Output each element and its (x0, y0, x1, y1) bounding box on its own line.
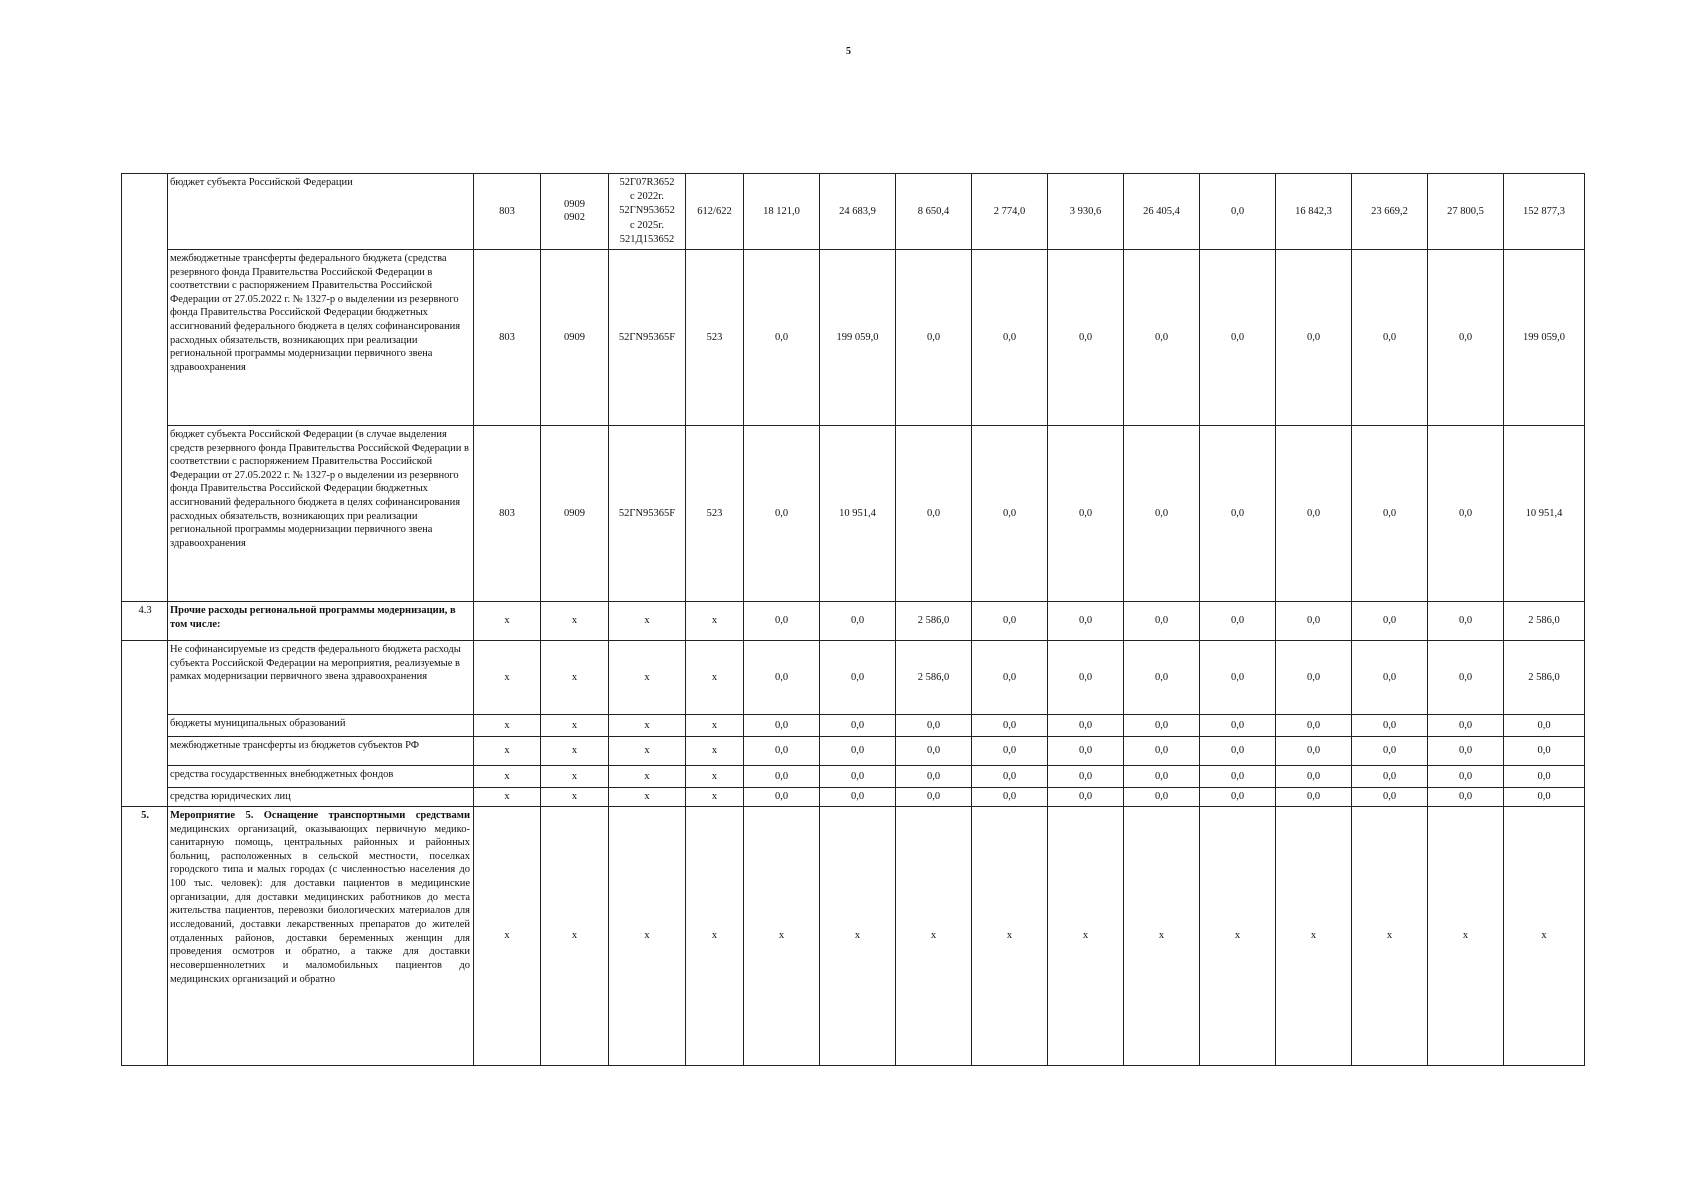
value-cell: х (820, 806, 896, 1065)
rzpr-cell: х (541, 806, 609, 1065)
value-cell: 0,0 (972, 249, 1048, 425)
value-cell: 0,0 (1124, 765, 1200, 787)
rzpr-cell: 0909 (541, 249, 609, 425)
value-cell: 0,0 (1124, 640, 1200, 714)
value-cell: 0,0 (972, 765, 1048, 787)
row-number-cell (122, 640, 168, 806)
ved-cell: 803 (474, 174, 541, 250)
value-cell: 0,0 (820, 736, 896, 765)
value-cell: 0,0 (896, 765, 972, 787)
value-cell: 0,0 (1276, 640, 1352, 714)
value-cell: х (1200, 806, 1276, 1065)
value-cell: 0,0 (1200, 425, 1276, 601)
value-cell: х (1124, 806, 1200, 1065)
value-cell: х (896, 806, 972, 1065)
vr-cell: 612/622 (686, 174, 744, 250)
ved-cell: х (474, 640, 541, 714)
value-cell: 0,0 (1428, 736, 1504, 765)
value-cell: 0,0 (1428, 787, 1504, 806)
table-row (122, 174, 1585, 250)
value-cell: х (1276, 806, 1352, 1065)
value-cell: 8 650,4 (896, 174, 972, 250)
ved-cell: х (474, 736, 541, 765)
value-cell: 0,0 (1352, 640, 1428, 714)
value-cell: 0,0 (744, 249, 820, 425)
value-cell: 0,0 (744, 765, 820, 787)
value-cell: 0,0 (1048, 249, 1124, 425)
value-cell: 0,0 (1352, 714, 1428, 736)
value-cell: 0,0 (820, 765, 896, 787)
table-row (122, 601, 1585, 640)
total-cell: х (1504, 806, 1585, 1065)
rzpr-cell: х (541, 640, 609, 714)
ved-cell: х (474, 601, 541, 640)
value-cell: 0,0 (1352, 249, 1428, 425)
table-row (122, 714, 1585, 736)
value-cell: 0,0 (1352, 787, 1428, 806)
row-name-cell: Не софинансируемые из средств федерального бюджета расходы субъекта Российской Федерации на мероприятия, реализуемые в рамках модернизации первичного звена здравоохранения (168, 640, 474, 714)
table-row (122, 787, 1585, 806)
value-cell: 0,0 (1352, 425, 1428, 601)
value-cell: 0,0 (1428, 714, 1504, 736)
row-name-cell: Прочие расходы региональной программы модернизации, в том числе: (168, 601, 474, 640)
vr-cell: 523 (686, 425, 744, 601)
value-cell: 0,0 (1428, 601, 1504, 640)
csr-cell: 52ГN95365F (609, 249, 686, 425)
value-cell: 2 774,0 (972, 174, 1048, 250)
value-cell: 0,0 (1200, 601, 1276, 640)
rzpr-cell: 0909 (541, 425, 609, 601)
row-name-cell: средства государственных внебюджетных фондов (168, 765, 474, 787)
value-cell: 0,0 (896, 714, 972, 736)
value-cell: 0,0 (972, 736, 1048, 765)
value-cell: 0,0 (1276, 714, 1352, 736)
row-name-cell: бюджет субъекта Российской Федерации (в случае выделения средств резервного фонда Правительства Российской Федерации в соответствии с распоряжением Правительства Российской Федерации от 27.05.2022 г. № 1327-р о выделении из резервного фонда Правительства Российской Федерации бюджетных ассигнований федерального бюджета в целях софинансирования расходных обязательств, возникающих при реализации региональной программы модернизации первичного звена здравоохранения (168, 425, 474, 601)
rzpr-cell: х (541, 601, 609, 640)
value-cell: 0,0 (1428, 640, 1504, 714)
measure-description: медицинских организаций, оказывающих первичную медико-санитарную помощь, центральных районных и районных больниц, расположенных в сельской местности, поселках городского типа и малых городах (с численностью населения до 100 тыс. человек): для доставки пациентов в медицинские организации, для доставки медицинских работников до места жительства пациентов, перевозки биологических материалов для исследований, доставки лекарственных препаратов до жителей отдаленных районов, доставки беременных женщин для проведения осмотров и обратно, а также для доставки несовершеннолетних и маломобильных пациентов до медицинских организаций и обратно (170, 823, 470, 985)
total-cell: 0,0 (1504, 765, 1585, 787)
value-cell: 0,0 (1048, 787, 1124, 806)
ved-cell: х (474, 714, 541, 736)
value-cell: 0,0 (1200, 787, 1276, 806)
row-number-cell (122, 174, 168, 602)
value-cell: 0,0 (1276, 787, 1352, 806)
csr-cell: х (609, 601, 686, 640)
value-cell: 0,0 (1200, 765, 1276, 787)
vr-cell: х (686, 806, 744, 1065)
value-cell: 0,0 (1200, 714, 1276, 736)
value-cell: 0,0 (1200, 640, 1276, 714)
value-cell: 0,0 (744, 787, 820, 806)
table-row (122, 806, 1585, 1065)
row-number: 5. (141, 809, 149, 821)
csr-cell: 52ГN95365F (609, 425, 686, 601)
row-name-cell: бюджеты муниципальных образований (168, 714, 474, 736)
value-cell: 0,0 (972, 601, 1048, 640)
total-cell: 2 586,0 (1504, 640, 1585, 714)
value-cell: 27 800,5 (1428, 174, 1504, 250)
table-row (122, 249, 1585, 425)
value-cell: 0,0 (896, 787, 972, 806)
vr-cell: х (686, 640, 744, 714)
value-cell: 0,0 (820, 714, 896, 736)
value-cell: 0,0 (896, 425, 972, 601)
value-cell: 0,0 (1428, 765, 1504, 787)
value-cell: 0,0 (1048, 425, 1124, 601)
value-cell: 0,0 (1124, 736, 1200, 765)
ved-cell: х (474, 806, 541, 1065)
value-cell: 0,0 (1352, 601, 1428, 640)
value-cell: 26 405,4 (1124, 174, 1200, 250)
table-row (122, 640, 1585, 714)
value-cell: 0,0 (1048, 640, 1124, 714)
value-cell: 0,0 (1276, 736, 1352, 765)
csr-cell: х (609, 787, 686, 806)
total-cell: 0,0 (1504, 736, 1585, 765)
value-cell: 0,0 (1124, 601, 1200, 640)
rzpr-cell: х (541, 765, 609, 787)
total-cell: 2 586,0 (1504, 601, 1585, 640)
csr-cell: х (609, 806, 686, 1065)
value-cell: 0,0 (1124, 787, 1200, 806)
budget-table (121, 173, 1585, 1066)
row-name-cell (168, 806, 474, 1065)
value-cell: 24 683,9 (820, 174, 896, 250)
table-row (122, 736, 1585, 765)
value-cell: 0,0 (896, 249, 972, 425)
total-cell: 0,0 (1504, 714, 1585, 736)
value-cell: 0,0 (1276, 425, 1352, 601)
value-cell: 0,0 (1124, 425, 1200, 601)
value-cell: х (1352, 806, 1428, 1065)
page-number: 5 (846, 46, 851, 57)
value-cell: 0,0 (744, 425, 820, 601)
value-cell: 0,0 (1200, 174, 1276, 250)
value-cell: 0,0 (744, 736, 820, 765)
rzpr-cell: х (541, 714, 609, 736)
value-cell: 2 586,0 (896, 640, 972, 714)
value-cell: 3 930,6 (1048, 174, 1124, 250)
value-cell: 0,0 (896, 736, 972, 765)
measure-title: Мероприятие 5. Оснащение транспортными средствами (170, 809, 470, 821)
ved-cell: 803 (474, 249, 541, 425)
row-number-cell (122, 806, 168, 1065)
rzpr-cell: х (541, 736, 609, 765)
value-cell: 0,0 (820, 787, 896, 806)
value-cell: 10 951,4 (820, 425, 896, 601)
row-name-cell: бюджет субъекта Российской Федерации (168, 174, 474, 250)
csr-cell: х (609, 640, 686, 714)
value-cell: 0,0 (972, 425, 1048, 601)
value-cell: х (1048, 806, 1124, 1065)
vr-cell: х (686, 787, 744, 806)
value-cell: 0,0 (1352, 765, 1428, 787)
row-name-cell: межбюджетные трансферты из бюджетов субъектов РФ (168, 736, 474, 765)
value-cell: 18 121,0 (744, 174, 820, 250)
value-cell: 0,0 (1276, 249, 1352, 425)
row-name-cell: средства юридических лиц (168, 787, 474, 806)
value-cell: 0,0 (744, 714, 820, 736)
value-cell: 2 586,0 (896, 601, 972, 640)
value-cell: 0,0 (1276, 601, 1352, 640)
csr-cell: х (609, 736, 686, 765)
vr-cell: х (686, 765, 744, 787)
value-cell: 0,0 (1124, 249, 1200, 425)
vr-cell: х (686, 736, 744, 765)
ved-cell: х (474, 765, 541, 787)
total-cell: 199 059,0 (1504, 249, 1585, 425)
value-cell: 0,0 (1124, 714, 1200, 736)
value-cell: х (972, 806, 1048, 1065)
value-cell: 0,0 (1048, 765, 1124, 787)
ved-cell: х (474, 787, 541, 806)
value-cell: 0,0 (1352, 736, 1428, 765)
rzpr-cell: х (541, 787, 609, 806)
value-cell: 0,0 (820, 601, 896, 640)
value-cell: 0,0 (1048, 714, 1124, 736)
ved-cell: 803 (474, 425, 541, 601)
csr-cell: х (609, 765, 686, 787)
value-cell: 23 669,2 (1352, 174, 1428, 250)
value-cell: 0,0 (972, 714, 1048, 736)
vr-cell: х (686, 601, 744, 640)
csr-cell: х (609, 714, 686, 736)
csr-cell: 52Г07R3652 с 2022г. 52ГN953652 с 2025г. 521Д153652 (609, 174, 686, 250)
value-cell: 0,0 (1048, 736, 1124, 765)
table-row (122, 425, 1585, 601)
row-name-cell: межбюджетные трансферты федерального бюджета (средства резервного фонда Правительства Российской Федерации в соответствии с распоряжением Правительства Российской Федерации от 27.05.2022 г. № 1327-р о выделении из резервного фонда Правительства Российской Федерации бюджетных ассигнований федерального бюджета в целях софинансирования расходных обязательств, возникающих при реализации региональной программы модернизации первичного звена здравоохранения (168, 249, 474, 425)
total-cell: 0,0 (1504, 787, 1585, 806)
value-cell: 0,0 (820, 640, 896, 714)
row-number-cell: 4.3 (122, 601, 168, 640)
rzpr-cell: 0909 0902 (541, 174, 609, 250)
value-cell: 0,0 (1200, 736, 1276, 765)
table-row (122, 765, 1585, 787)
vr-cell: х (686, 714, 744, 736)
value-cell: х (1428, 806, 1504, 1065)
value-cell: 0,0 (744, 601, 820, 640)
value-cell: 0,0 (1200, 249, 1276, 425)
value-cell: 0,0 (972, 787, 1048, 806)
value-cell: 0,0 (1048, 601, 1124, 640)
value-cell: 199 059,0 (820, 249, 896, 425)
value-cell: 0,0 (1428, 249, 1504, 425)
value-cell: 0,0 (744, 640, 820, 714)
vr-cell: 523 (686, 249, 744, 425)
value-cell: х (744, 806, 820, 1065)
value-cell: 16 842,3 (1276, 174, 1352, 250)
value-cell: 0,0 (972, 640, 1048, 714)
total-cell: 152 877,3 (1504, 174, 1585, 250)
value-cell: 0,0 (1276, 765, 1352, 787)
value-cell: 0,0 (1428, 425, 1504, 601)
total-cell: 10 951,4 (1504, 425, 1585, 601)
